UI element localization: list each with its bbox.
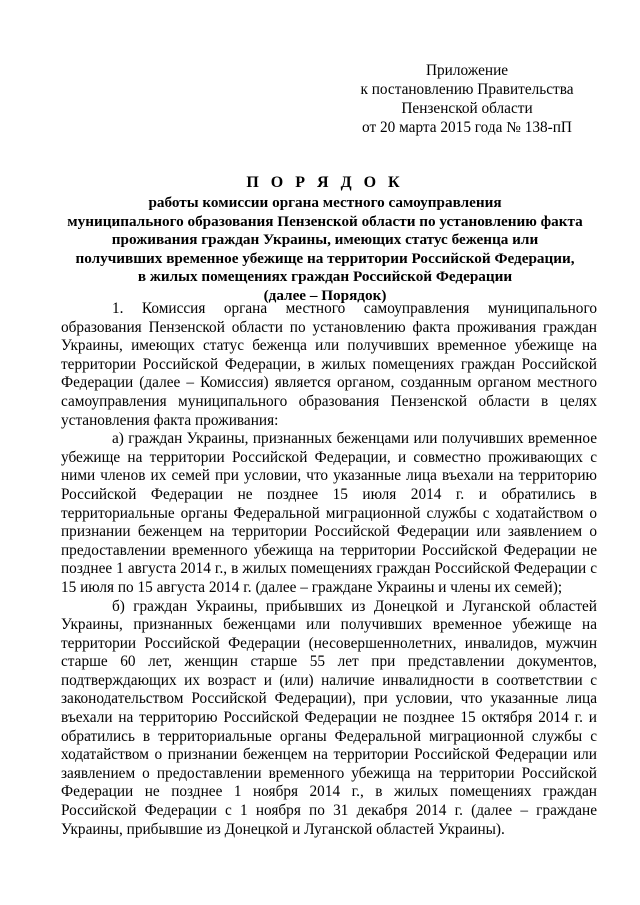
document-body <box>61 300 597 839</box>
paragraph-1: 1. Комиссия органа местного самоуправления муниципального образования Пензенской области по установлению факта проживания граждан Украины, имеющих статус беженца или получивших временное убежище на территории Российской Федерации, в жилых помещениях граждан Российской Федерации (далее – Комиссия) является органом, созданным органом местного самоуправления муниципального образования Пензенской области в целях установления факта проживания: <box>61 300 597 429</box>
title-line: работы комиссии органа местного самоуправления <box>148 194 502 211</box>
paragraph-b: б) граждан Украины, прибывших из Донецкой и Луганской областей Украины, признанных беженцами или получивших временное убежище на территории Российской Федерации (несовершеннолетних, инвалидов, мужчин старше 60 лет, женщин старше 55 лет при представлении документов, подтверждающих их возраст и (или) наличие инвалидности в соответствии с законодательством Российской Федерации), при условии, что указанные лица въехали на территорию Российской Федерации не позднее 15 октября 2014 г. и обратились в территориальные органы Федеральной миграционной службы с ходатайством о признании беженцем на территории Российской Федерации или заявлением о предоставлении временного убежища на территории Российской Федерации не позднее 1 ноября 2014 г., в жилых помещениях граждан Российской Федерации с 1 ноября по 31 декабря 2014 г. (далее – граждане Украины, прибывшие из Донецкой и Луганской областей Украины). <box>61 597 597 838</box>
title-heading: П О Р Я Д О К <box>246 174 404 191</box>
title-line: проживания граждан Украины, имеющих статус беженца или <box>111 231 539 248</box>
paragraph-a: а) граждан Украины, признанных беженцами или получивших временное убежище на территории Российской Федерации, и совместно проживающих с ними членов их семей при условии, что указанные лица въехали на территорию Российской Федерации не позднее 15 июля 2014 г. и обратились в территориальные органы Федеральной миграционной службы с ходатайством о признании беженцем на территории Российской Федерации или заявлением о предоставлении временного убежища на территории Российской Федерации не позднее 1 августа 2014 г., в жилых помещениях граждан Российской Федерации с 15 июля по 15 августа 2014 г. (далее – граждане Украины и члены их семей); <box>61 430 597 596</box>
appendix-note <box>352 61 582 137</box>
title-line: (далее – Порядок) <box>263 286 387 304</box>
title-line: муниципального образования Пензенской области по установлению факта <box>67 212 583 230</box>
appendix-line: Пензенской области <box>401 100 533 117</box>
title-line: получивших временное убежище на территории Российской Федерации, <box>75 249 575 267</box>
document-title <box>60 173 590 305</box>
title-line: в жилых помещениях граждан Российской Федерации <box>137 268 513 285</box>
appendix-line: от 20 марта 2015 года № 138-пП <box>362 119 572 136</box>
appendix-line: к постановлению Правительства <box>360 81 574 98</box>
appendix-line: Приложение <box>425 62 509 79</box>
